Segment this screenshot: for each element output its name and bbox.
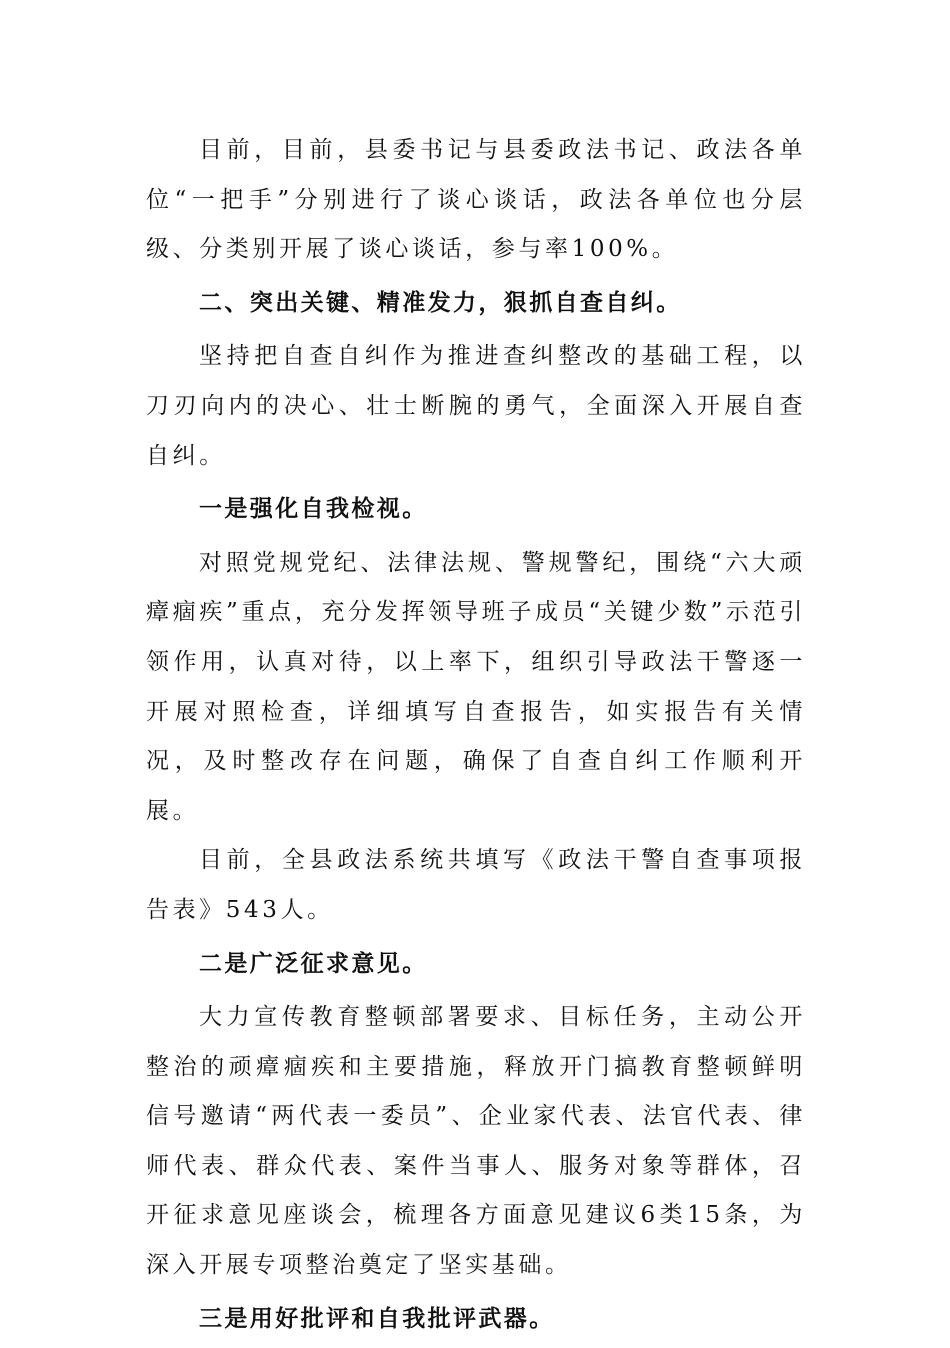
- paragraph-self-review: 对照党规党纪、法律法规、警规警纪，围绕“六大顽瘴痼疾”重点，充分发挥领导班子成员“关键少数”示范引领作用，认真对待，以上率下，组织引导政法干警逐一开展对照检查，详细填写自查报告，如实报告有关情况，及时整改存在问题，确保了自查自纠工作顺利开展。: [146, 549, 806, 824]
- paragraph-solicit-opinions: 大力宣传教育整顿部署要求、目标任务，主动公开整治的顽瘴痼疾和主要措施，释放开门搞教育整顿鲜明信号邀请“两代表一委员”、企业家代表、法官代表、律师代表、群众代表、案件当事人、服务对象等群体，召开征求意见座谈会，梳理各方面意见建议6类15条，为深入开展专项整治奠定了坚实基础。: [146, 1004, 806, 1279]
- paragraph-talks-completed: 目前，目前，县委书记与县委政法书记、政法各单位“一把手”分别进行了谈心谈话，政法各单位也分层级、分类别开展了谈心谈话，参与率100%。: [146, 137, 806, 263]
- subheading-criticism: 三是用好批评和自我批评武器。: [199, 1305, 555, 1332]
- paragraph-self-inspection-intro: 坚持把自查自纠作为推进查纠整改的基础工程，以刀刃向内的决心、壮士断腕的勇气，全面深入开展自查自纠。: [146, 343, 806, 469]
- subheading-solicit-opinions: 二是广泛征求意见。: [199, 950, 428, 977]
- subheading-self-review: 一是强化自我检视。: [199, 496, 428, 523]
- paragraph-report-count: 目前，全县政法系统共填写《政法干警自查事项报告表》543人。: [146, 847, 806, 923]
- document-body: [146, 126, 806, 1348]
- section-heading-self-inspection: 二、突出关键、精准发力，狠抓自查自纠。: [199, 289, 682, 316]
